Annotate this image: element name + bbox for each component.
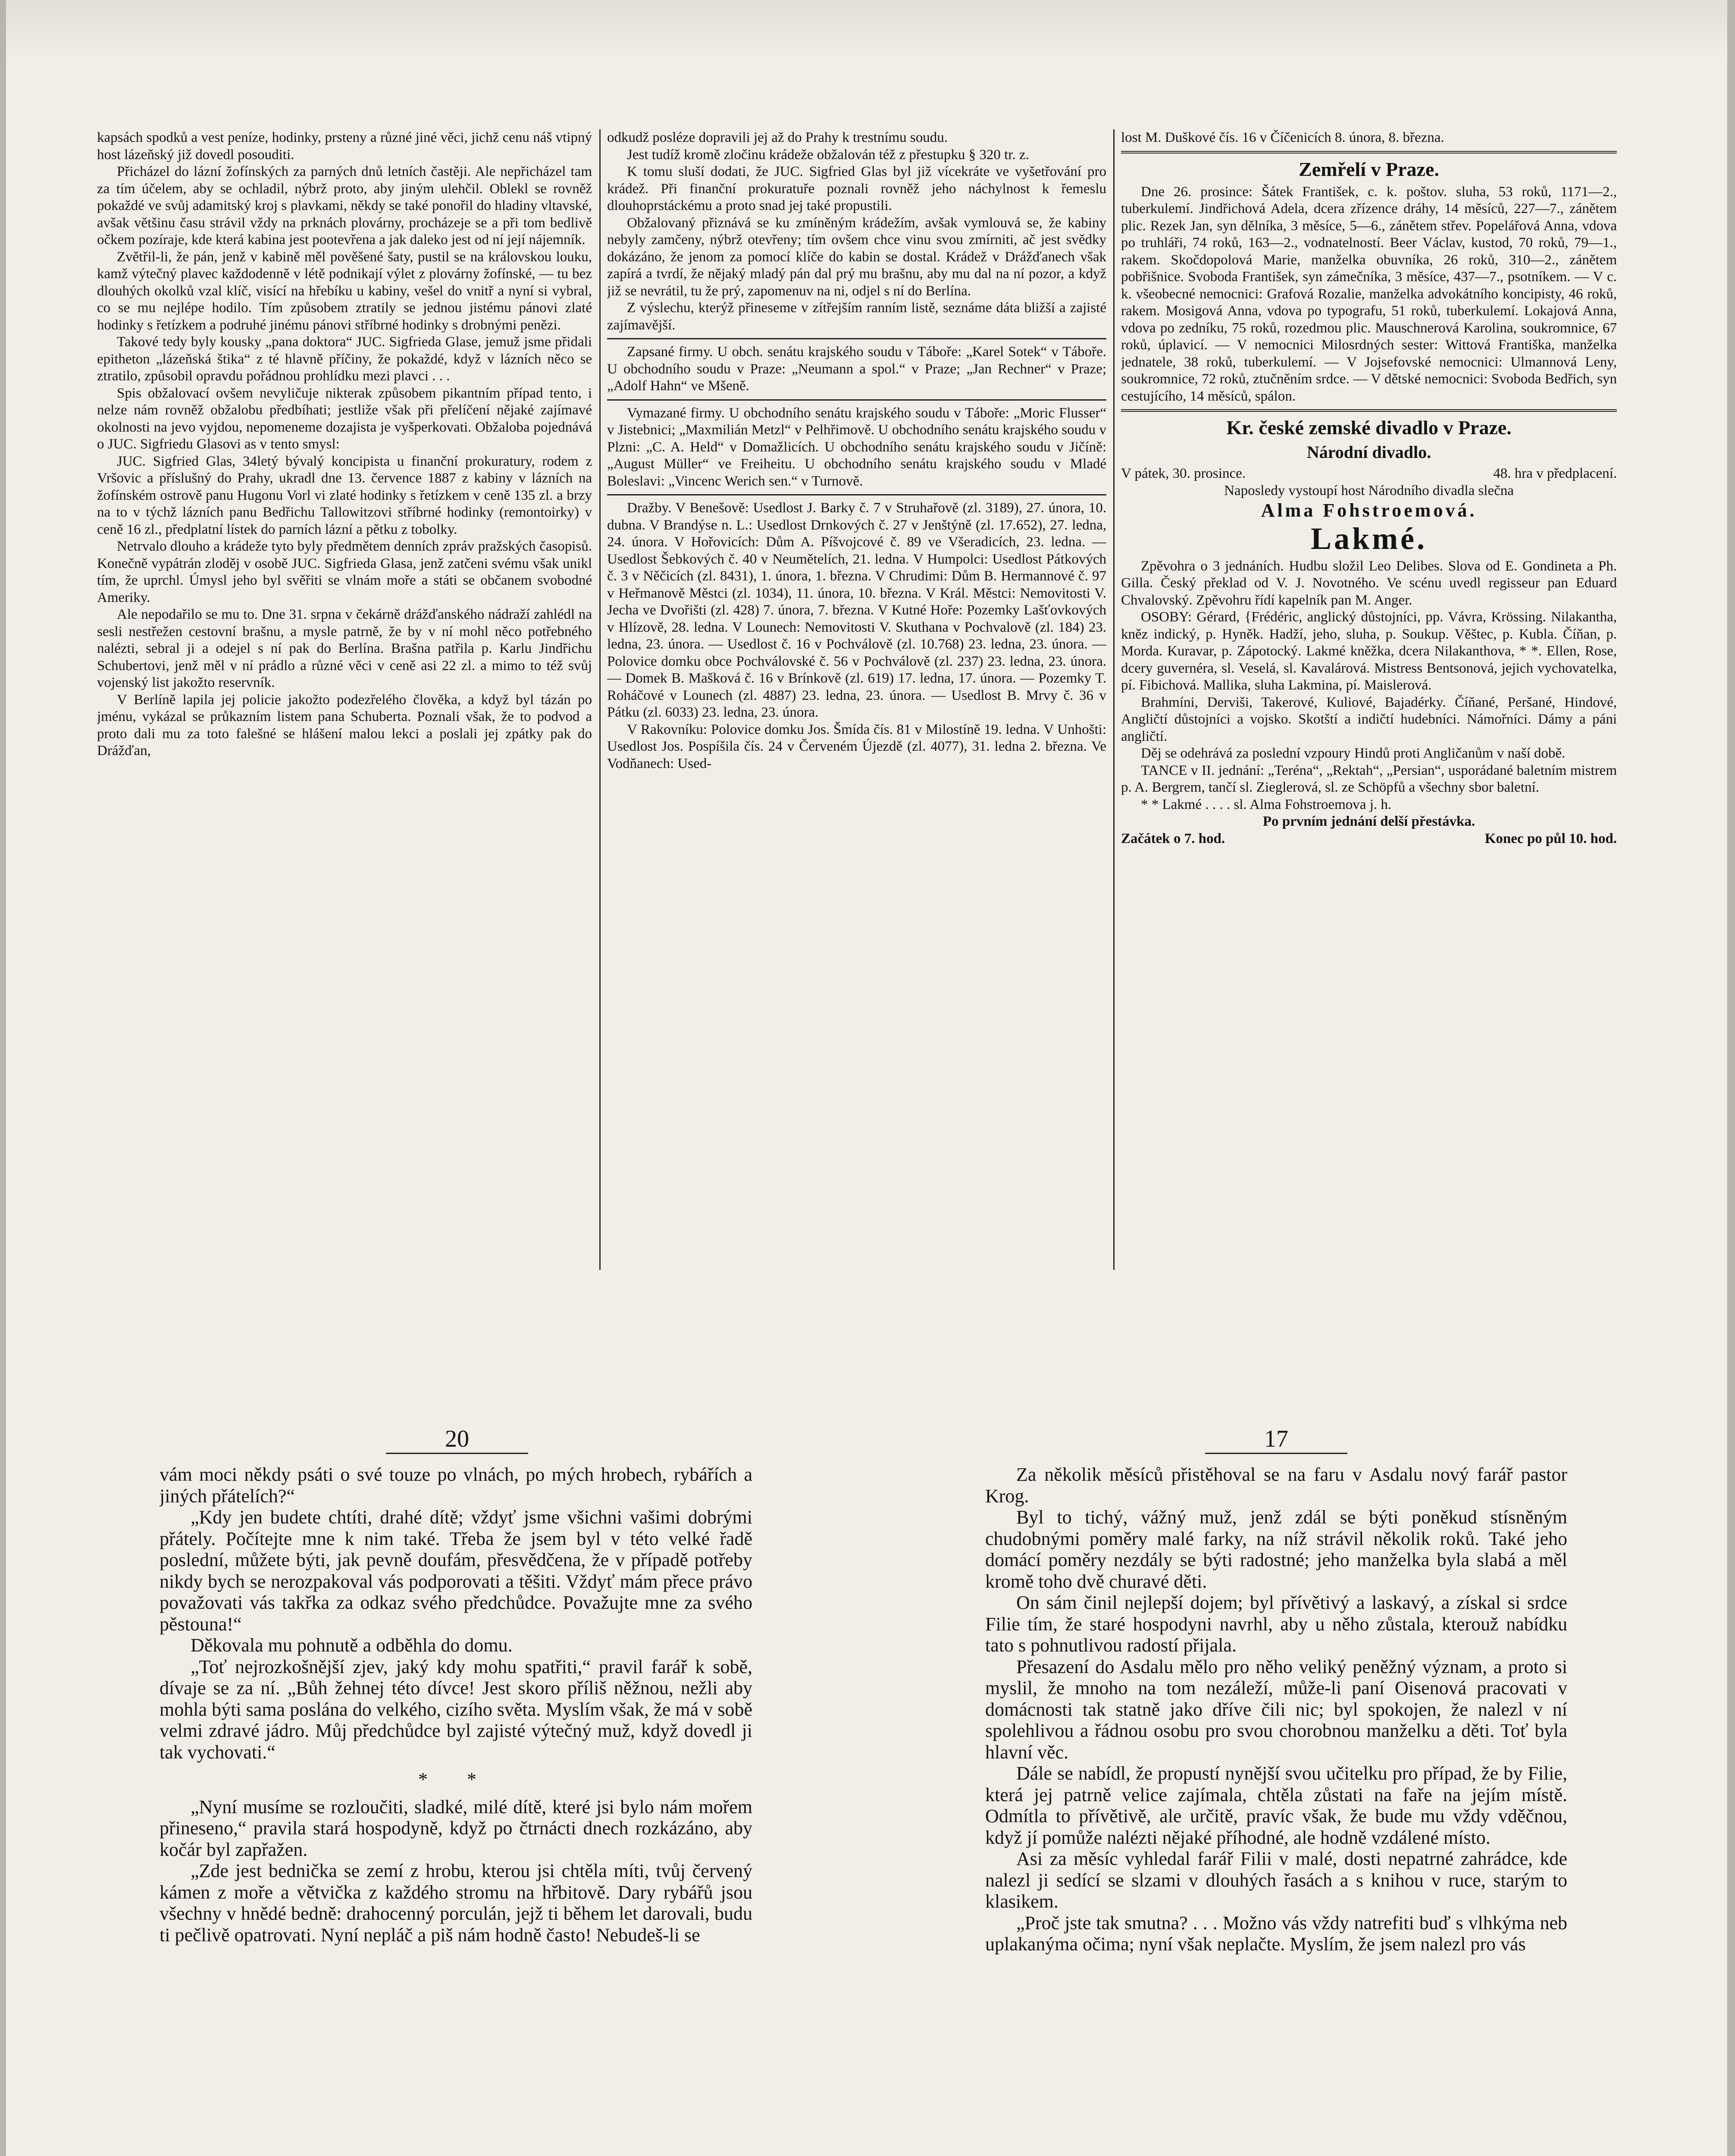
story-paragraph: Za několik měsíců přistěhoval se na faru v Asdalu nový farář pastor Krog. bbox=[985, 1464, 1567, 1507]
story-paragraph: Přesazení do Asdalu mělo pro něho veliký peněžný význam, a proto si myslil, že mnoho na tom nezáleží, může-li paní Oisenová pracovati v domácnosti tak statně jako dříve čili nic; byl spokojen, že nalezl v ní spolehlivou a řádnou osobu pro svou chorobnou manželku a děti. Toť byla hlavní věc. bbox=[985, 1656, 1567, 1763]
story-paragraph: „Nyní musíme se rozloučiti, sladké, milé dítě, které jsi bylo nám mořem přineseno,“ pravila stará hospodyně, když po čtrnácti dnech rozkázáno, aby kočár byl zapřažen. bbox=[160, 1796, 752, 1860]
news-paragraph: V Berlíně lapila jej policie jakožto podezřelého člověka, a když byl tázán po jménu, vykázal se průkazním listem pana Schuberta. Poznali však, že to podvod a proto dali mu za toto falešné se hlášení malou lekci a poslali jej zpátky pak do Drážďan, bbox=[97, 692, 592, 758]
story-paragraph: „Kdy jen budete chtíti, drahé dítě; vždyť jsme všichni vašimi dobrými přátely. Počítejte mne k nim také. Třeba že jsem byl v této velké řadě poslední, můžete býti, jak pevně doufám, přesvědčena, že v případě potřeby nikdy bych se nerozpakoval vás podporovati a těšiti. Vždyť mám přece právo považovati vás takřka za odkaz svého předchůdce. Považujte mne za svého pěstouna!“ bbox=[160, 1507, 752, 1635]
story-paragraph: Děkovala mu pohnutě a odběhla do domu. bbox=[191, 1635, 513, 1656]
newspaper-column-3 bbox=[1121, 129, 1617, 1276]
section-rule bbox=[1121, 151, 1617, 154]
story-paragraph: Byl to tichý, vážný muž, jenž zdál se býti poněkud stísněným chudobnými poměry malé farky, na níž strávil několik roků. Také jeho domácí poměry nezdály se býti radostné; jeho manželka byla slabá a měl kromě toho dvě churavé děti. bbox=[985, 1507, 1567, 1592]
section-rule bbox=[607, 338, 1106, 339]
dance-note: TANCE v II. jednání: „Teréna“, „Rektah“, „Persian“, usporádané baletním mistrem p. A. Bergrem, tančí sl. Zieglerová, sl. ze Schöpfů a všechny sbor baletní. bbox=[1121, 762, 1617, 795]
right-book-page bbox=[985, 1464, 1567, 2156]
news-paragraph: Z výslechu, kterýž přineseme v zítřejším ranním listě, seznáme dáta bližší a zajisté zajímavější. bbox=[607, 300, 1106, 333]
news-paragraph: Obžalovaný přiznává se ku zmíněným krádežím, avšak vymlouvá se, že kabiny nebyly zamčeny, nýbrž otevřeny; tím ovšem chce vinu svou zmírniti, ač jest svědky dokázáno, že jenom za pomocí klíče do kabin se dostal. Krádež v Drážďanech však zapírá a tvrdí, že nějaký mladý pán dal prý mu brašnu, aby mu dal na ní pozor, a když již se nevrátil, tu že prý, zapomenuv na ni, odjel s ní do Berlína. bbox=[607, 215, 1106, 299]
deaths-heading: Zemřelí v Praze. bbox=[1299, 158, 1439, 180]
newspaper-column-2 bbox=[607, 129, 1106, 1276]
setting-note: Děj se odehrává za poslední vzpoury Hindů proti Angličanům v naší době. bbox=[1141, 746, 1566, 761]
intermission-note: Po prvním jednání delší přestávka. bbox=[1262, 814, 1475, 829]
auctions-continued: V Rakovníku: Polovice domku Jos. Šmída čís. 81 v Milostíně 19. ledna. V Unhošti: Usedlost Jos. Pospíšila čís. 24 v Červeném Újezdě (zl. 4077), 31. ledna 2. března. Ve Vodňanech: Used- bbox=[607, 721, 1106, 771]
story-paragraph: „Proč jste tak smutna? . . . Možno vás vždy natrefiti buď s vlhkýma neb uplakanýma očima; nyní však neplačte. Myslím, že jsem nalezl pro vás bbox=[985, 1912, 1567, 1955]
guest-announcement: Naposledy vystoupí host Národního divadla slečna bbox=[1224, 483, 1514, 498]
story-paragraph: Asi za měsíc vyhledal farář Filii v malé, dosti nepatrné zahrádce, kde nalezl ji sedící se slzami v dlouhých řasách a s knihou v ruce, starým to klasikem. bbox=[985, 1848, 1567, 1912]
start-time: Začátek o 7. hod. bbox=[1121, 830, 1225, 846]
end-time: Konec po půl 10. hod. bbox=[1484, 830, 1617, 846]
lakme-role: * * Lakmé . . . . sl. Alma Fohstroemova j. h. bbox=[1141, 796, 1392, 812]
news-paragraph: Jest tudíž kromě zločinu krádeže obžalován též z přestupku § 320 tr. z. bbox=[627, 147, 1029, 163]
deaths-list: Dne 26. prosince: Šátek František, c. k. poštov. sluha, 53 roků, 1171—2., tuberkulemí. Jindřichová Adela, dcera zřízence dráhy, 14 měsíců, 227—7., zánětem plic. Rezek Jan, syn dělníka, 3 měsíce, 5—6., zánětem střev. Popelářová Anna, vdova po truhláři, 74 roků, 163—2., vodnatelností. Beer Václav, kustod, 70 roků, 79—1., rakem. Skočdopolová Marie, manželka obuvníka, 26 roků, 310—2., zánětem pobřišnice. Svoboda František, syn zámečníka, 3 měsíce, 437—7., psotníkem. — V c. k. všeobecné nemocnici: Grafová Rozalie, manželka advokátního koncipisty, 46 roků, rakem. Mosigová Anna, vdova po typografu, 51 roků, tuberkulemí. Lokajová Anna, vdova po zedníku, 75 roků, rozedmou plic. Mauschnerová Karolina, soukromnice, 67 roků, úplavicí. — V nemocnici Milosrdných sester: Wittová Františka, manželka jednatele, 38 roků, tuberkulemí. — V Jojsefovské nemocnici: Ulmannová Leny, soukromnice, 72 roků, ztučněním srdce. — V dětské nemocnici: Svoboda Bedřich, syn cestujícího, 14 měsíců, spálon. bbox=[1121, 184, 1617, 404]
left-page-number: 20 bbox=[371, 1425, 543, 1454]
story-paragraph: „Zde jest bednička se zemí z hrobu, kterou jsi chtěla míti, tvůj červený kámen z moře a větvička z každého stromu na hřbitově. Dary rybářů jsou všechny v hnědé bedně: drahocenný porculán, jejž ti během let darovali, budu ti pečlivě opatrovati. Nyní nepláč a piš nám hodně často! Nebudeš-li se bbox=[160, 1860, 752, 1946]
time-row bbox=[1121, 830, 1617, 848]
news-paragraph: Netrvalo dlouho a krádeže tyto byly předmětem denních zpráv pražských časopisů. Konečně vypátrán zloděj v osobě JUC. Sigfrieda Glasa, jenž zatčeni svému však unikl tím, že uprchl. Úmysl jeho byl svěřiti se vlnám moře a státi se občanem svobodné Ameriky. bbox=[97, 539, 592, 605]
newspaper-column-1 bbox=[97, 129, 592, 1276]
news-paragraph: Takové tedy byly kousky „pana doktora“ JUC. Sigfrieda Glase, jemuž jsme přidali epitheton „lázeňská štika“ z té hlavně příčiny, že pokaždé, když v lázních něco se ztratilo, způsobil opravdu pořádnou prohlídku mezi plavci . . . bbox=[97, 334, 592, 384]
subscription-number: 48. hra v předplacení. bbox=[1493, 466, 1617, 481]
left-book-page bbox=[160, 1464, 752, 2156]
column-divider bbox=[599, 129, 601, 1270]
news-paragraph: Ale nepodařilo se mu to. Dne 31. srpna v čekárně drážďanského nádraží zahlédl na sesli nestřežen cestovní brašnu, a mysle patrně, že by v ní mohl něco potřebného nalézti, sebral ji a odejel s ní pak do Berlína. Brašna patřila p. Karlu Jindřichu Schubertovi, jenž měl v ní prádlo a různé věci v ceně asi 22 zl. a mimo to též svůj vojenský list jakožto reservník. bbox=[97, 607, 592, 690]
story-paragraph: vám moci někdy psáti o své touze po vlnách, po mých hrobech, rybářích a jiných přátelích?“ bbox=[160, 1464, 752, 1507]
cast-list: OSOBY: Gérard, {Frédéric, anglický důstojníci, pp. Vávra, Krössing. Nilakantha, kněz indický, p. Hyněk. Hadží, jeho, sluha, p. Soukup. Věštec, p. Kubla. Číňan, p. Morda. Kuravar, p. Zápotocký. Lakmé kněžka, dcera Nilakanthova, * *. Ellen, Rose, dcery guvernéra, sl. Veselá, sl. Kavalárová. Mistress Bentsonová, jejich vychovatelka, pí. Fibichová. Mallika, sluha Lakmina, pí. Maislerová. bbox=[1121, 609, 1617, 693]
opera-title: Lakmé. bbox=[1311, 521, 1427, 556]
section-rule bbox=[1121, 409, 1617, 412]
opera-credits: Zpěvohra o 3 jednáních. Hudbu složil Leo Delibes. Slova od E. Gondineta a Ph. Gilla. Český překlad od V. J. Novotného. Ve scénu uvedl regisseur pan Eduard Chvalovský. Zpěvohru řídí kapelník pan M. Anger. bbox=[1121, 558, 1617, 608]
chorus-list: Brahmíni, Derviši, Takerové, Kuliové, Bajadérky. Číňané, Peršané, Hindové, Angličtí důstojníci a vojsko. Skotští a indičtí hudebníci. Námořníci. Dámy a páni angličtí. bbox=[1121, 694, 1617, 744]
right-scan-edge bbox=[1727, 0, 1735, 2156]
story-paragraph: Dále se nabídl, že propustí nynější svou učitelku pro případ, že by Filie, která jej patrně velice zajímala, chtěla zůstati na faře na jejím místě. Odmítla to přívětivě, ale určitě, pravíc však, že bude mu vždy vděčnou, když jí pomůže nalézti nějaké příhodné, ale hodně vzdálené místo. bbox=[985, 1763, 1567, 1848]
performance-date: V pátek, 30. prosince. bbox=[1121, 466, 1246, 481]
story-paragraph: „Toť nejrozkošnější zjev, jaký kdy mohu spatřiti,“ pravil farář k sobě, dívaje se za ní. „Bůh žehnej této dívce! Jest skoro příliš něžnou, nežli aby mohla býti sama poslána do velkého, cizího světa. Myslím však, že má v sobě velmi zdravé jádro. Můj předchůdce byl zajisté výtečný muž, když dovedl ji tak vychovati.“ bbox=[160, 1656, 752, 1763]
registered-firms: Zapsané firmy. U obch. senátu krajského soudu v Táboře: „Karel Sotek“ v Táboře. U obchodního soudu v Praze: „Neumann a spol.“ v Praze; „Jan Rechner“ v Praze; „Adolf Hahn“ ve Mšeně. bbox=[607, 344, 1106, 394]
news-paragraph: Přicházel do lázní žofínských za parných dnů letních častěji. Ale nepřicházel tam za tím účelem, aby se ochladil, nýbrž proto, aby jiným ulehčil. Oblekl se rovněž pokaždé ve svůj adamitský kroj s plavkami, někdy se také ponořil do hladiny vltavské, avšak většinu času strávil vždy na prknách plovárny, procházeje se a při tom bedlivě očkem pozíraje, kde která kabina jest pootevřena a jak daleko jest od ní její nájemník. bbox=[97, 164, 592, 248]
left-scan-edge bbox=[0, 0, 6, 2156]
theatre-subheading: Národní divadlo. bbox=[1306, 442, 1431, 462]
news-paragraph: Spis obžalovací ovšem nevyličuje nikterak způsobem pikantním případ tento, i nelze nám rovněž obžalobu předbíhati; jestliže však při přelíčení nějaké zajímavé okolnosti na jevo vyjdou, nepomeneme dozajista je vyšperkovati. Obžaloba pojednává o JUC. Sigfriedu Glasovi as v tento smysl: bbox=[97, 385, 592, 452]
news-paragraph: Zvětřil-li, že pán, jenž v kabině měl pověšené šaty, pustil se na královskou louku, kamž výtečný plavec každodenně v létě podnikají výlet z plovárny žofínské, — tu bez dlouhých okolků vzal klíč, visící na hřebíku u kabiny, vešel do vnitř a nyní si vybral, co se mu nejlépe hodilo. Tím způsobem ztratily se jednou jistému pánovi zlaté hodinky s řetízkem a podruhé jinému pánovi stříbrné hodinky s drobnými penězi. bbox=[97, 249, 592, 333]
section-rule bbox=[607, 399, 1106, 401]
auctions: Dražby. V Benešově: Usedlost J. Barky č. 7 v Struhařově (zl. 3189), 27. února, 10. dubna. V Brandýse n. L.: Usedlost Drnkových č. 27 v Jenštýně (zl. 17.652), 27. ledna, 24. února. V Hořovicích: Dům A. Píšvojcové č. 89 ve Všeradicích, 23. ledna. — Usedlost Šebkových č. 40 v Neumětelích, 21. ledna. V Humpolci: Usedlost Pátkových č. 3 v Něčicích (zl. 8431), 1. února, 1. března. V Chrudimi: Dům B. Hermannové č. 97 v Heřmanově Městci (zl. 1034), 11. února, 10. března. V Král. Městci: Nemovitosti V. Jecha ve Dvořišti (zl. 428) 7. února, 7. března. V Kutné Hoře: Pozemky Lašťovkových v Hlízově, 28. ledna. V Lounech: Nemovitosti V. Skuthana v Pochvalově (zl. 184) 23. ledna, 23. února. — Usedlost č. 16 v Pochválově (zl. 10.768) 23. ledna, 23. února. — Polovice domku obce Pochválovské č. 56 v Pochválově (zl. 237) 23. ledna, 23. února. — Domek B. Mašková č. 16 v Brínkově (zl. 619) 17. ledna, 17. února. — Pozemky T. Roháčové v Lounech (zl. 4887) 23. ledna, 23. února. — Usedlost B. Mrvy č. 36 v Pátku (zl. 6033) 23. ledna, 23. února. bbox=[607, 500, 1106, 720]
news-paragraph: K tomu sluší dodati, že JUC. Sigfried Glas byl již vícekráte ve vyšetřování pro krádež. Při finanční prokuratuře poznali rovněž jeho náchylnost k řemeslu dlouhoprstáckému a proto snad jej také propustili. bbox=[607, 164, 1106, 213]
news-paragraph: kapsách spodků a vest peníze, hodinky, prsteny a různé jiné věci, jichž cenu náš vtipný host lázeňský již dovedl posouditi. bbox=[97, 130, 592, 163]
story-paragraph: On sám činil nejlepší dojem; byl přívětivý a laskavý, a získal si srdce Filie tím, že staré hospodyni navrhl, aby u něho zůstala, kterouž nabídku tato s pohnutlivou radostí přijala. bbox=[985, 1592, 1567, 1656]
performance-date-row bbox=[1121, 465, 1617, 483]
news-paragraph: odkudž posléze dopravili jej až do Prahy k trestnímu soudu. bbox=[607, 130, 948, 145]
section-rule bbox=[607, 494, 1106, 495]
right-page-number: 17 bbox=[1190, 1425, 1362, 1454]
column-divider bbox=[1113, 129, 1115, 1270]
guest-name: Alma Fohstroemová. bbox=[1261, 500, 1477, 521]
news-paragraph: JUC. Sigfried Glas, 34letý bývalý koncipista u finanční prokuratury, rodem z Vršovic a příslušný do Prahy, ukradl dne 13. července 1887 z kabiny v lázních na žofínském ostrově panu Hugonu Vorl vi zlaté hodinky s řetízkem v ceně 135 zl. a brzy na to v týchž lázních panu Bedřichu Tallowitzovi stříbrné hodinky (remontoirky) v ceně 16 zl., předplatní lístek do parních lázní a pětku z tobolky. bbox=[97, 453, 592, 537]
deleted-firms: Vymazané firmy. U obchodního senátu krajského soudu v Táboře: „Moric Flusser“ v Jistebnici; „Maxmilián Metzl“ v Pelhřimově. U obchodního senátu krajského soudu v Plzni: „C. A. Held“ v Domažlicích. U obchodního senátu krajského soudu v Jičíně: „August Müller“ ve Freiheitu. U obchodního senátu krajského soudu v Mladé Boleslavi: „Vincenc Werich sen.“ v Turnově. bbox=[607, 405, 1106, 489]
news-paragraph: lost M. Duškové čís. 16 v Číčenicích 8. února, 8. března. bbox=[1121, 130, 1444, 145]
theatre-heading: Kr. české zemské divadlo v Praze. bbox=[1226, 417, 1512, 439]
section-break-stars: * * bbox=[418, 1769, 494, 1790]
